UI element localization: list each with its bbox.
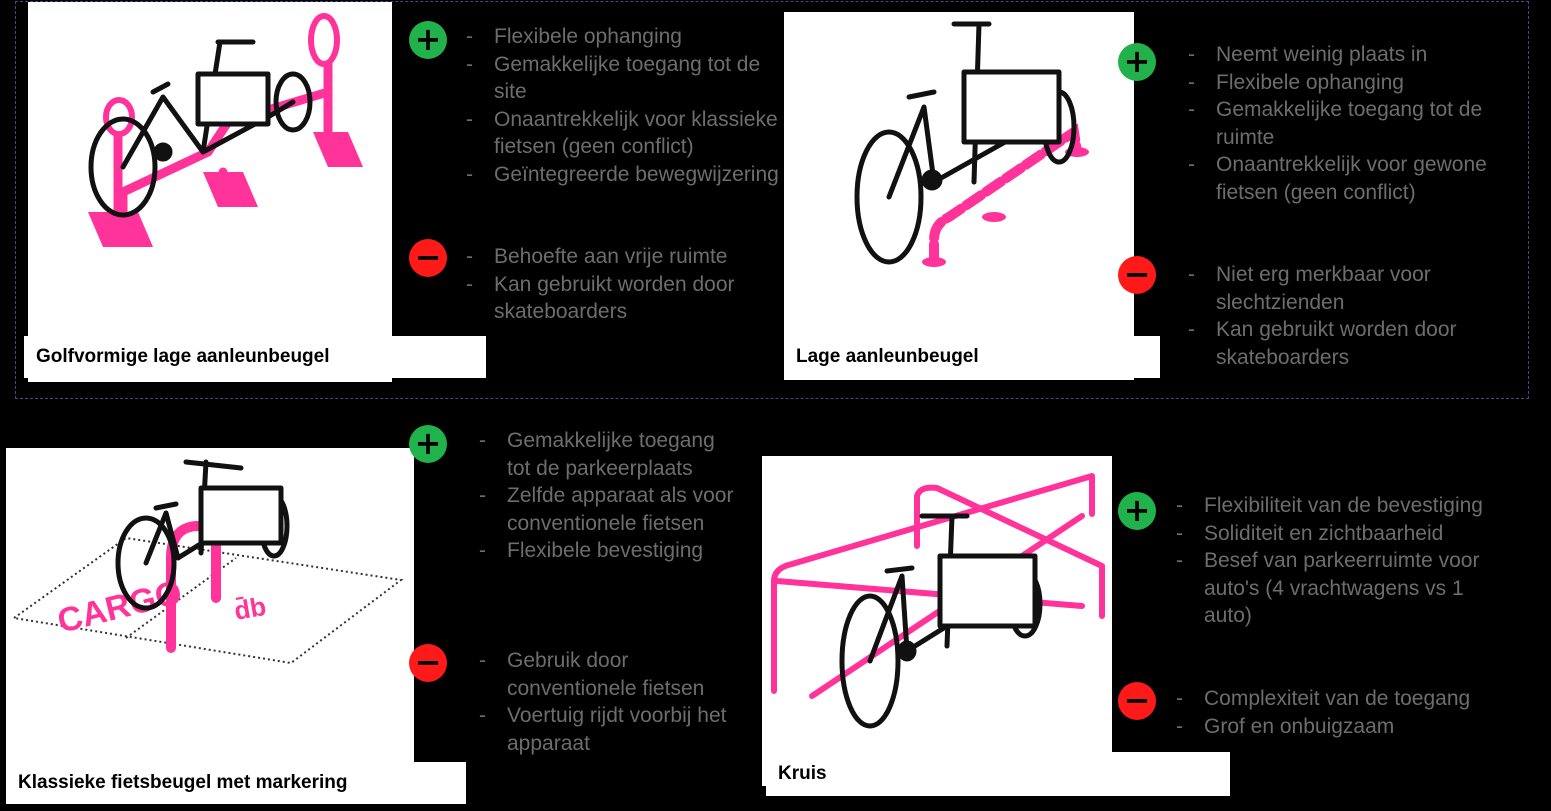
pros-plus-icon: + [409, 21, 447, 59]
list-item: - Onaantrekkelijk voor gewone fietsen (geen conflict) [1188, 151, 1518, 206]
panel-caption: Golfvormige lage aanleunbeugel [24, 336, 486, 378]
list-item: - Gemakkelijke toegang tot de site [466, 51, 796, 106]
list-item: - Voertuig rijdt voorbij het apparaat [479, 702, 739, 757]
bike-cargo-box [201, 488, 281, 543]
list-item: - Flexibele ophanging [1188, 69, 1518, 97]
cons-minus-icon: − [409, 644, 447, 682]
list-item: - Niet erg merkbaar voor slechtzienden [1188, 261, 1488, 316]
floor-plate-mid [203, 172, 258, 207]
illustration-classic-rack [6, 448, 414, 763]
bike-marking: d̄b [231, 590, 269, 626]
list-item: - Complexiteit van de toegang [1176, 685, 1516, 713]
illustration-low-rack [784, 12, 1134, 380]
cargo-marking: CARGO [53, 573, 186, 641]
panel-caption: Klassieke fietsbeugel met markering [6, 762, 466, 804]
pros-list [466, 23, 796, 188]
cons-list [479, 647, 739, 757]
list-item: - Zelfde apparaat als voor conventionele fietsen [479, 482, 734, 537]
pros-list [1176, 492, 1506, 630]
list-item: - Besef van parkeerruimte voor auto's (4 vrachtwagens vs 1 auto) [1176, 547, 1506, 630]
list-item: - Grof en onbuigzaam [1176, 713, 1516, 741]
list-item: - Behoefte aan vrije ruimte [466, 243, 766, 271]
panel-caption: Kruis [766, 752, 1230, 796]
list-item: - Flexibele bevestiging [479, 537, 734, 565]
list-item: - Gemakkelijke toegang tot de parkeerplaats [479, 427, 734, 482]
list-item: - Flexibiliteit van de bevestiging [1176, 492, 1506, 520]
pros-list [1188, 41, 1518, 206]
sign-ring-right [311, 16, 337, 64]
bike-cargo-box [964, 72, 1059, 142]
list-item: - Onaantrekkelijk voor klassieke fietsen (geen conflict) [466, 106, 796, 161]
bike-cargo-box [940, 556, 1035, 626]
floor-plate-right [313, 132, 363, 167]
list-item: - Gemakkelijke toegang tot de ruimte [1188, 96, 1518, 151]
pros-plus-icon: + [1118, 492, 1156, 530]
bike-cargo-box [198, 74, 268, 124]
cons-list [1188, 261, 1488, 371]
cons-minus-icon: − [1118, 256, 1156, 294]
cons-minus-icon: − [1118, 682, 1156, 720]
list-item: - Neemt weinig plaats in [1188, 41, 1518, 69]
panel-caption: Lage aanleunbeugel [784, 336, 1160, 378]
list-item: - Kan gebruikt worden door skateboarders [466, 271, 766, 326]
pros-list [479, 427, 734, 565]
low-rack-rail [934, 132, 1077, 262]
list-item: - Soliditeit en zichtbaarheid [1176, 520, 1506, 548]
illustration-cross-rack [762, 456, 1112, 786]
cons-list [1176, 685, 1516, 740]
list-item: - Kan gebruikt worden door skateboarders [1188, 316, 1488, 371]
illustration-wave-rack [28, 2, 392, 382]
pros-plus-icon: + [1118, 43, 1156, 81]
list-item: - Geïntegreerde bewegwijzering [466, 161, 796, 189]
cons-list [466, 243, 766, 326]
cons-minus-icon: − [409, 239, 447, 277]
list-item: - Gebruik door conventionele fietsen [479, 647, 739, 702]
list-item: - Flexibele ophanging [466, 23, 796, 51]
pros-plus-icon: + [409, 425, 447, 463]
